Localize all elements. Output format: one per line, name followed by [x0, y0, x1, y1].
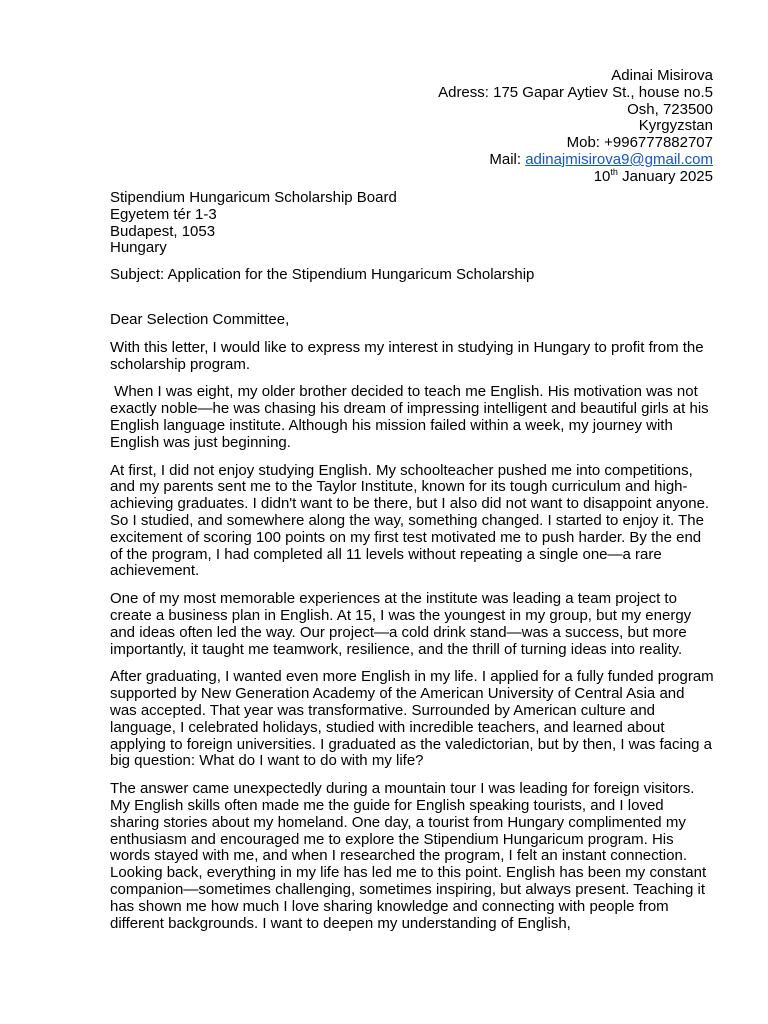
recipient-organization: Stipendium Hungaricum Scholarship Board — [110, 189, 397, 206]
letter-date — [293, 166, 713, 186]
body-paragraph: The answer came unexpectedly during a mountain tour I was leading for foreign visitors. My English skills often made me the guide for English speaking tourists, and I loved sharing stories about my homeland. One day, a tourist from Hungary complimented my enthusiasm and encouraged me to explore the Stipendium Hungaricum program. His words stayed with me, and when I researched the program, I felt an instant connection. Looking back, everything in my life has led me to this point. English has been my constant companion—sometimes challenging, sometimes inspiring, but always present. Teaching it has shown me how much I love sharing knowledge and connecting with people from different backgrounds. I want to deepen my understanding of English, — [110, 780, 707, 932]
sender-country: Kyrgyzstan — [638, 117, 713, 135]
sender-city: Osh, 723500 — [627, 100, 713, 118]
subject-line: Subject: Application for the Stipendium Hungaricum Scholarship — [110, 266, 535, 283]
body-paragraph: One of my most memorable experiences at the institute was leading a team project to create a business plan in English. At 15, I was the youngest in my group, but my energy and ideas often led the way. Our project—a cold drink stand—was a success, but more importantly, it taught me teamwork, resilience, and the thrill of turning ideas into reality. — [110, 590, 692, 658]
sender-mail-line — [293, 152, 713, 169]
sender-mobile: Mob: +996777882707 — [566, 134, 713, 152]
salutation: Dear Selection Committee, — [110, 311, 290, 328]
recipient-city: Budapest, 1053 — [110, 222, 216, 240]
date-day: 10 — [593, 167, 611, 185]
sender-name: Adinai Misirova — [611, 67, 713, 84]
sender-address: Adress: 175 Gapar Aytiev St., house no.5 — [438, 83, 713, 101]
sender-block — [293, 68, 713, 186]
recipient-street: Egyetem tér 1-3 — [110, 205, 217, 223]
recipient-block — [110, 190, 397, 257]
email-link[interactable]: adinajmisirova9@gmail.com — [525, 150, 713, 168]
body-paragraph: When I was eight, my older brother decided to teach me English. His motivation was not exactly noble—he was chasing his dream of impressing intelligent and beautiful girls at his English language institute. Although his mission failed within a week, my journey with English was just beginning. — [110, 383, 713, 451]
date-rest: January 2025 — [617, 167, 713, 185]
recipient-country: Hungary — [110, 239, 167, 257]
body-paragraph: With this letter, I would like to express my interest in studying in Hungary to profit from the scholarship program. — [110, 338, 704, 373]
mail-label: Mail: — [489, 150, 526, 168]
letter-body — [110, 312, 715, 943]
body-paragraph: At first, I did not enjoy studying English. My schoolteacher pushed me into competitions, and my parents sent me to the Taylor Institute, known for its tough curriculum and high-achieving graduates. I didn't want to be there, but I also did not want to disappoint anyone. So I studied, and somewhere along the way, something changed. I started to enjoy it. The excitement of scoring 100 points on my first test motivated me to push harder. By the end of the program, I had completed all 11 levels without repeating a single one—a rare achievement. — [110, 461, 710, 580]
date-suffix: th — [610, 166, 618, 177]
body-paragraph: After graduating, I wanted even more English in my life. I applied for a fully funded program supported by New Generation Academy of the American University of Central Asia and was accepted. That year was transformative. Surrounded by American culture and language, I celebrated holidays, studied with incredible teachers, and learned about applying to foreign universities. I graduated as the valedictorian, but by then, I was facing a big question: What do I want to do with my life? — [110, 668, 714, 770]
